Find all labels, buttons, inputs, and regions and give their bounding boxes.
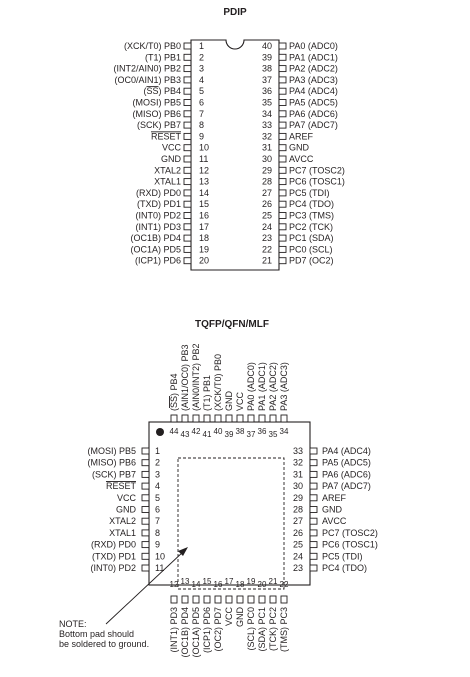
pin-lead [279,111,286,117]
pin-lead [279,246,286,252]
pin-label: (MOSI) PB5 [132,97,181,108]
pin-number: 8 [155,527,161,538]
pin-lead [204,596,210,603]
pin-label: PC6 (TOSC1) [322,539,378,550]
pin-number: 35 [261,97,272,108]
pin-lead [184,54,191,60]
pin-lead [142,530,149,536]
pin-label: (XCK/T0) PB0 [213,353,223,411]
pin-label: RESET [105,481,136,492]
pin-number: 24 [261,221,272,232]
pin-number: 7 [199,108,205,119]
pin-lead [310,495,317,501]
pin-lead [310,542,317,548]
pin-label: PA0 (ADC0) [289,41,338,51]
pin-number: 39 [224,430,234,439]
pin-label: PA5 (ADC5) [322,457,371,468]
tqfp-pin-20 [257,580,267,652]
pin-number: 26 [261,199,272,210]
pin-number: 20 [199,255,210,266]
pin-lead [279,213,286,219]
pin-lead [310,471,317,477]
pin-number: 40 [213,427,223,436]
tqfp-pin-14 [191,580,201,658]
pin-number: 6 [155,504,161,515]
pin-number: 34 [261,108,272,119]
pin-lead [279,179,286,185]
pin-label: PA0 (ADC0) [246,362,256,411]
tqfp-pin-15 [202,577,212,653]
pin-lead [142,483,149,489]
pin-number: 29 [261,165,272,176]
pin-number: 5 [155,492,161,503]
pin1-marker-dot [156,428,164,436]
pin-number: 13 [199,176,210,187]
pin-label: (SCK) PB7 [136,120,181,131]
pin-number: 11 [155,563,165,573]
pin-number: 10 [155,551,166,562]
pin-lead [226,596,232,603]
pin-number: 32 [292,457,303,468]
pin-lead [310,448,317,454]
pin-number: 41 [202,430,212,439]
pin-number: 30 [261,154,272,164]
pin-number: 37 [246,430,256,439]
pin-label: AVCC [322,516,347,527]
pin-label: (TMS) PC3 [279,607,289,652]
pin-lead [184,66,191,72]
pin-label: (OC1B) PD4 [130,233,181,244]
pin-number: 2 [199,52,205,63]
pin-number: 13 [180,577,190,586]
pin-lead [142,471,149,477]
pin-lead [142,495,149,501]
pin-lead [142,448,149,454]
pin-lead [182,596,188,603]
pin-number: 24 [292,551,303,562]
pin-number: 9 [199,131,205,142]
pin-label: XTAL2 [109,516,136,527]
note-line-1: NOTE: [59,619,87,629]
pin-number: 15 [199,199,210,210]
tqfp-title: TQFP/QFN/MLF [195,319,269,330]
pin-lead [226,415,232,422]
pin-number: 23 [292,563,303,573]
pin-number: 18 [199,233,210,244]
pin-lead [279,88,286,94]
tqfp-pin-39 [224,391,234,440]
pin-number: 34 [279,427,289,436]
pin-number: 23 [261,233,272,244]
pin-lead [182,415,188,422]
pin-number: 8 [199,120,205,131]
pin-number: 26 [292,527,303,538]
pin-lead [204,415,210,422]
pin-number: 5 [199,86,205,97]
pin-lead [184,43,191,49]
pdip-pin-10 [162,143,209,153]
tqfp-pin-27 [293,516,347,526]
pin-number: 14 [199,187,210,198]
pin-lead [248,415,254,422]
pin-number: 12 [199,165,210,176]
pin-label: GND [322,504,342,515]
pin-lead [310,518,317,524]
pin-lead [279,235,286,241]
pin-lead [310,553,317,559]
pin-lead [237,415,243,422]
pin-lead [310,530,317,536]
pin-lead [279,190,286,196]
pin-number: 3 [199,63,205,74]
pin-label: GND [224,391,234,411]
pin-lead [184,224,191,230]
pin-lead [310,507,317,513]
pin-number: 29 [292,492,303,503]
pdip-pin-14 [136,188,209,198]
pin-number: 37 [261,74,272,85]
pin-number: 20 [257,580,267,589]
pin-lead [184,156,191,162]
pin-number: 43 [180,430,190,439]
pin-lead [184,77,191,83]
pin-number: 7 [155,516,161,527]
pin-lead [248,596,254,603]
pin-label: (ICP1) PD6 [202,607,212,654]
pdip-pin-13 [154,177,209,187]
pin-lead [142,507,149,513]
pin-lead [279,66,286,72]
pin-lead [142,553,149,559]
tqfp-pin-10 [92,551,165,561]
pin-lead [310,565,317,571]
pin-lead [310,460,317,466]
pin-label: PA6 (ADC6) [322,469,371,480]
pin-label: PC5 (TDI) [322,551,363,562]
pin-label: (INT2/AIN0) PB2 [113,63,181,74]
pin-label: XTAL2 [154,165,181,176]
pin-number: 22 [261,244,272,255]
pin-lead [142,460,149,466]
pin-label: (SCL) PC0 [246,607,256,651]
pin-number: 19 [199,244,210,255]
pin-label: PA2 (ADC2) [268,362,278,411]
pin-number: 36 [261,86,272,97]
pin-number: 17 [199,221,210,232]
pin-label: (OC1A) PD5 [130,244,181,255]
pin-label: PA1 (ADC1) [257,362,267,411]
pin-label: GND [161,154,181,164]
pin-label: (INT1) PD3 [169,607,179,653]
pin-label: (RXD) PD0 [90,539,136,550]
pdip-package [113,7,344,270]
pin-label: (OC1B) PD4 [180,607,190,658]
pin-number: 30 [292,481,303,492]
pin-lead [215,415,221,422]
pin-label: GND [235,607,245,627]
pin-label: PC6 (TOSC1) [289,176,345,187]
pin-lead [279,77,286,83]
pin-number: 44 [169,427,179,436]
pin-lead [171,596,177,603]
pin-lead [279,122,286,128]
pin-number: 25 [292,539,303,550]
pin-lead [270,596,276,603]
pin-label: (MOSI) PB5 [87,446,136,456]
pin-number: 17 [224,577,234,586]
pin-lead [184,100,191,106]
pin-number: 25 [261,210,272,221]
pin-lead [259,415,265,422]
pin-lead [184,122,191,128]
pin-label: (INT0) PD2 [135,210,181,221]
pin-label: (TXD) PD1 [136,199,181,210]
pin-number: 1 [155,446,161,456]
pin-number: 12 [169,580,179,589]
pin-number: 6 [199,97,205,108]
pin-lead [184,213,191,219]
tqfp-pin-41 [202,375,212,439]
pin-lead [184,246,191,252]
pin-number: 16 [213,580,223,589]
pin-label: PC0 (SCL) [289,244,333,255]
pin-lead [281,415,287,422]
pin-number: 31 [292,469,303,480]
pin-lead [279,133,286,139]
pin-label: XTAL1 [109,527,136,538]
pin-label: (XCK/T0) PB0 [123,41,181,51]
pin-lead [279,224,286,230]
pin-label: (RXD) PD0 [135,187,181,198]
pin-label: (MISO) PB6 [87,457,136,468]
pin-lead [171,415,177,422]
pin-lead [279,201,286,207]
pin-lead [184,88,191,94]
pin-lead [142,518,149,524]
pin-number: 19 [246,577,256,586]
tqfp-pin-29 [293,493,347,503]
pin-number: 27 [261,187,272,198]
tqfp-pin-44 [169,373,179,436]
pin-number: 27 [292,516,303,527]
pin-number: 42 [191,427,201,436]
pin-lead [142,565,149,571]
pin-number: 4 [155,481,161,492]
pin-lead [184,201,191,207]
pin-label: PC2 (TCK) [289,221,334,232]
pin-number: 21 [268,577,278,586]
pin-number: 28 [261,176,272,187]
pin-number: 4 [199,74,205,85]
pin-label: PA4 (ADC4) [322,446,371,456]
pin-number: 38 [261,63,272,74]
tqfp-pin-16 [213,580,223,652]
pin-label: PD7 (OC2) [289,255,334,266]
pin-label: (TCK) PC2 [268,607,278,652]
pin-label: XTAL1 [154,176,181,187]
pin-number: 32 [261,131,272,142]
pin-lead [193,596,199,603]
pin-label: (SS) PB4 [143,86,181,97]
pin-label: PC7 (TOSC2) [322,527,378,538]
pin-label: PA1 (ADC1) [289,52,338,63]
pin-label: (AIN0/INT2) PB2 [191,343,201,411]
pin-label: PC3 (TMS) [289,210,334,221]
pin-label: (OC2) PD7 [213,607,223,652]
pin-label: GND [289,142,309,153]
pin-label: (SDA) PC1 [257,607,267,652]
pin-label: (SCK) PB7 [91,469,136,480]
tqfp-pin-18 [235,580,245,627]
pdip-pin-31 [262,143,310,153]
pin-label: (T1) PB1 [202,374,212,411]
tqfp-pin-38 [235,391,245,436]
note-line-2: Bottom pad should [59,629,135,639]
pin-lead [193,415,199,422]
pin-label: PC4 (TDO) [289,199,334,210]
pin-label: (INT1) PD3 [135,221,181,232]
pin-number: 16 [199,210,210,221]
pdip-pin-12 [154,165,209,175]
tqfp-package [59,319,378,658]
pin-number: 36 [257,427,267,436]
pin-label: PA2 (ADC2) [289,63,338,74]
pin-lead [184,258,191,264]
pin-lead [281,596,287,603]
pin-label: AREF [289,131,314,142]
note-line-3: be soldered to ground. [59,639,150,649]
pdip-pin-32 [262,131,314,141]
pin-label: (OC0/AIN1) PB3 [114,74,181,85]
pin-label: VCC [224,607,234,627]
pin-number: 35 [268,430,278,439]
pin-label: VCC [161,142,181,153]
pin-lead [279,258,286,264]
pin-lead [270,415,276,422]
pdip-title: PDIP [223,7,247,18]
tqfp-pin-19 [246,577,256,651]
pin-label: PA7 (ADC7) [289,120,338,131]
pin-label: (AIN1/OC0) PB3 [180,344,190,411]
pin-lead [279,145,286,151]
pin-lead [184,235,191,241]
pin-number: 21 [261,255,272,266]
pin-label: (OC1A) PD5 [191,607,201,658]
tqfp-pin-12 [169,580,179,653]
pin-lead [310,483,317,489]
pin-number: 3 [155,469,161,480]
tqfp-pin-17 [224,577,234,626]
pin-label: GND [116,504,136,515]
pin-number: 39 [261,52,272,63]
pin-number: 14 [191,580,201,589]
pin-label: (INT0) PD2 [90,563,136,573]
pin-lead [259,596,265,603]
pin-lead [184,190,191,196]
pin-number: 18 [235,580,245,589]
tqfp-pin-28 [293,505,343,515]
pin-lead [184,145,191,151]
pin-label: PC5 (TDI) [289,187,330,198]
pin-number: 2 [155,457,161,468]
pin-lead [142,542,149,548]
pin-label: AVCC [289,154,314,164]
pin-lead [184,111,191,117]
pin-number: 40 [261,41,272,51]
pin-label: PC7 (TOSC2) [289,165,345,176]
pin-label: (ICP1) PD6 [134,255,181,266]
pin-number: 33 [292,446,303,456]
pin-number: 33 [261,120,272,131]
pin-label: PC4 (TDO) [322,563,367,573]
pin-lead [279,100,286,106]
pin-lead [184,133,191,139]
pin-label: (SS) PB4 [169,373,179,411]
pdip-pin-3 [113,64,204,74]
pin-number: 22 [279,580,289,589]
pdip-pin-30 [262,154,314,164]
pin-label: PA3 (ADC3) [279,362,289,411]
pin-number: 15 [202,577,212,586]
tqfp-pin-21 [268,577,278,651]
pin-label: PA6 (ADC6) [289,108,338,119]
pin-label: PA3 (ADC3) [289,74,338,85]
pin-label: RESET [150,131,181,142]
tqfp-pin-22 [279,580,289,652]
pin-label: VCC [235,391,245,411]
pin-label: VCC [116,492,136,503]
pin-lead [279,156,286,162]
pin-lead [237,596,243,603]
pin-label: AREF [322,492,347,503]
pin-label: (T1) PB1 [144,52,181,63]
pin-number: 10 [199,142,210,153]
pin-lead [215,596,221,603]
pin-number: 11 [199,154,209,164]
pin-lead [184,179,191,185]
pin-lead [279,167,286,173]
pin-label: (MISO) PB6 [132,108,181,119]
pin-lead [279,43,286,49]
pin-number: 9 [155,539,161,550]
pin-label: PA7 (ADC7) [322,481,371,492]
pin-lead [184,167,191,173]
pdip-pin-15 [137,199,209,209]
pin-number: 28 [292,504,303,515]
pin-label: PA4 (ADC4) [289,86,338,97]
pin-number: 38 [235,427,245,436]
pin-number: 31 [261,142,272,153]
pin-label: (TXD) PD1 [91,551,136,562]
pin-number: 1 [199,41,205,51]
pin-lead [279,54,286,60]
pin-label: PA5 (ADC5) [289,97,338,108]
pdip-pin-11 [161,154,208,164]
pin-label: PC1 (SDA) [289,233,334,244]
